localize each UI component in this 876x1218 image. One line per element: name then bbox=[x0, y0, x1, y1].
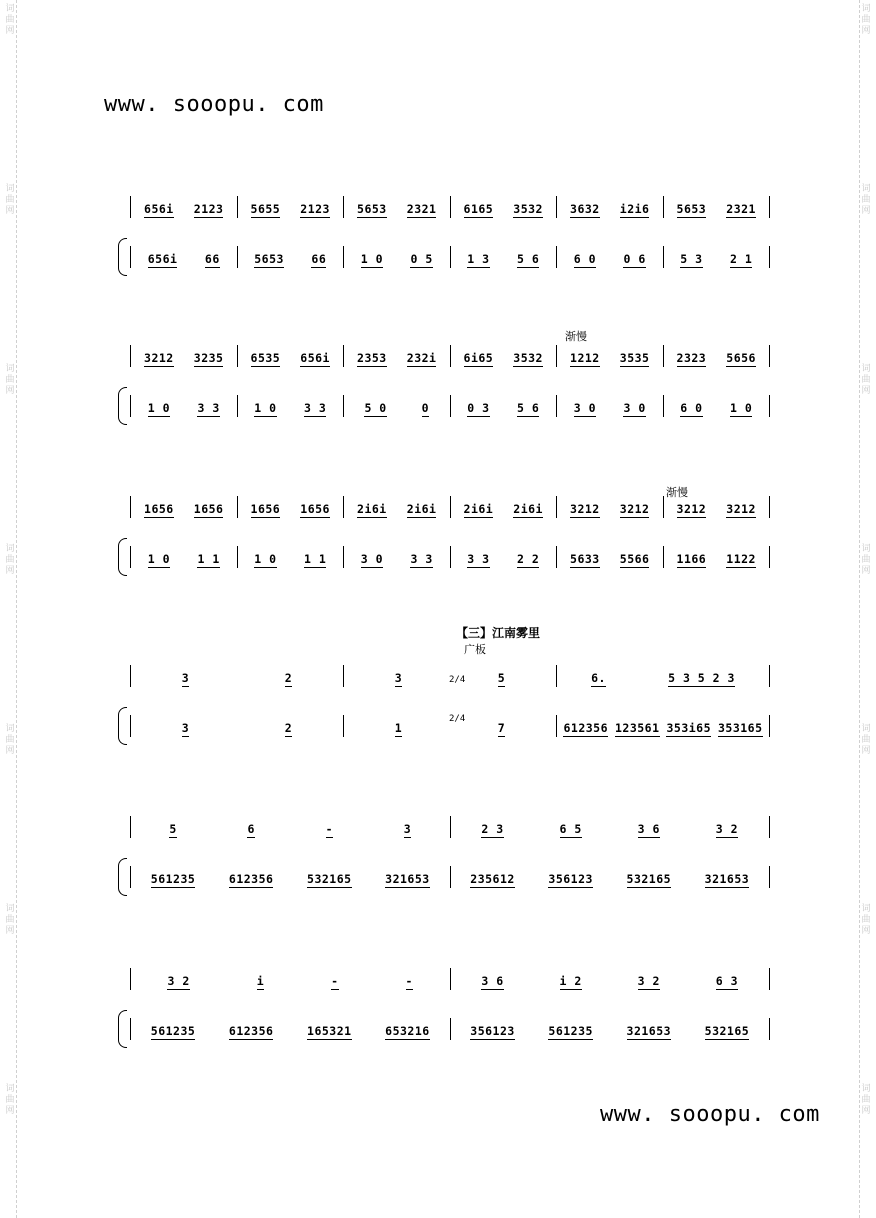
beat-notes: 3 3 bbox=[303, 401, 327, 415]
beat-notes: 123561 bbox=[614, 721, 660, 735]
beat-notes: 6. bbox=[591, 671, 606, 685]
staff-brace bbox=[118, 387, 127, 425]
beat-notes: 321653 bbox=[704, 872, 750, 886]
measure bbox=[556, 665, 770, 687]
beat-notes: 5 3 5 2 3 bbox=[668, 671, 735, 685]
beat-notes: 1122 bbox=[726, 552, 756, 566]
beat-notes: 3 0 bbox=[573, 401, 597, 415]
beat-notes: 353165 bbox=[717, 721, 763, 735]
measure bbox=[663, 196, 771, 218]
beat-notes: - bbox=[325, 822, 334, 836]
margin-watermark: 词曲网 bbox=[5, 904, 15, 936]
beat-notes: 3532 bbox=[513, 202, 543, 216]
measure bbox=[343, 246, 450, 268]
beat-notes: 3 2 bbox=[637, 974, 660, 988]
upper-staff bbox=[130, 196, 770, 218]
beat-notes: 561235 bbox=[548, 1024, 593, 1038]
lower-staff bbox=[130, 1018, 770, 1040]
lower-staff bbox=[130, 866, 770, 888]
beat-notes: 1656 bbox=[250, 502, 281, 516]
beat-notes: 2123 bbox=[193, 202, 224, 216]
beat-notes: 1 1 bbox=[197, 552, 220, 566]
beat-notes: 356123 bbox=[548, 872, 593, 886]
beat-notes: 2i6i bbox=[357, 502, 387, 516]
beat-notes: 5653 bbox=[676, 202, 707, 216]
measure bbox=[450, 866, 771, 888]
beat-notes: 1 0 bbox=[254, 552, 277, 566]
measure bbox=[556, 715, 770, 737]
beat-notes: i bbox=[256, 974, 265, 988]
beat-notes: 3 2 bbox=[167, 974, 190, 988]
measure bbox=[237, 546, 344, 568]
beat-notes: 6 0 bbox=[573, 252, 597, 266]
beat-notes: 6 5 bbox=[559, 822, 582, 836]
beat-notes: 66 bbox=[204, 252, 220, 266]
beat-notes: 3 0 bbox=[360, 552, 384, 566]
measure bbox=[663, 395, 771, 417]
beat-notes: 2321 bbox=[406, 202, 437, 216]
site-url-bottom: www. sooopu. com bbox=[600, 1102, 820, 1127]
beat-notes: 1 1 bbox=[303, 552, 327, 566]
beat-notes: 2i6i bbox=[406, 502, 437, 516]
beat-notes: 3 bbox=[403, 822, 412, 836]
beat-notes: 5633 bbox=[570, 552, 600, 566]
beat-notes: 6165 bbox=[463, 202, 494, 216]
beat-notes: 3 3 bbox=[467, 552, 490, 566]
beat-notes: 0 3 bbox=[467, 401, 490, 415]
beat-notes: 5 3 bbox=[680, 252, 703, 266]
beat-notes: 6535 bbox=[250, 351, 281, 365]
beat-notes: - bbox=[405, 974, 413, 988]
measure bbox=[343, 665, 556, 687]
measure bbox=[663, 246, 771, 268]
beat-notes: 0 bbox=[421, 401, 430, 415]
beat-notes: 3 3 bbox=[410, 552, 433, 566]
margin-watermark: 词曲网 bbox=[861, 544, 871, 576]
measure bbox=[130, 395, 237, 417]
beat-notes: 165321 bbox=[307, 1024, 352, 1038]
beat-notes: 2323 bbox=[676, 351, 707, 365]
measure bbox=[343, 345, 450, 367]
measure bbox=[663, 345, 771, 367]
tempo-annotation: 渐慢 bbox=[565, 330, 587, 343]
measure bbox=[556, 395, 663, 417]
measure bbox=[130, 345, 237, 367]
beat-notes: 2321 bbox=[726, 202, 756, 216]
left-dashed-margin bbox=[4, 0, 17, 1218]
beat-notes: 66 bbox=[311, 252, 327, 266]
beat-notes: 0 6 bbox=[623, 252, 646, 266]
measure bbox=[130, 546, 237, 568]
beat-notes: 656i bbox=[300, 351, 330, 365]
measure bbox=[450, 395, 557, 417]
measure bbox=[343, 715, 556, 737]
measure bbox=[450, 546, 557, 568]
measure bbox=[130, 196, 237, 218]
beat-notes: 1212 bbox=[570, 351, 600, 365]
tempo-marking: 广板 bbox=[464, 643, 486, 656]
beat-notes: 3 0 bbox=[623, 401, 646, 415]
measure bbox=[450, 816, 771, 838]
measure bbox=[130, 968, 450, 990]
measure bbox=[130, 246, 237, 268]
beat-notes: 6 bbox=[247, 822, 255, 836]
beat-notes: 2 1 bbox=[729, 252, 753, 266]
beat-notes: 3235 bbox=[193, 351, 224, 365]
measure bbox=[556, 496, 663, 518]
measure bbox=[343, 546, 450, 568]
beat-notes: 3 bbox=[394, 671, 403, 685]
beat-notes: 2353 bbox=[357, 351, 387, 365]
beat-notes: 0 5 bbox=[410, 252, 433, 266]
beat-notes: 3 bbox=[181, 671, 190, 685]
beat-notes: 3212 bbox=[570, 502, 600, 516]
measure bbox=[556, 546, 663, 568]
beat-notes: 656i bbox=[144, 202, 174, 216]
measure bbox=[237, 496, 344, 518]
upper-staff bbox=[130, 816, 770, 838]
beat-notes: 612356 bbox=[228, 872, 274, 886]
upper-staff bbox=[130, 665, 770, 687]
beat-notes: 3 6 bbox=[481, 974, 504, 988]
staff-brace bbox=[118, 1010, 127, 1048]
beat-notes: 5 6 bbox=[516, 401, 540, 415]
beat-notes: 3212 bbox=[619, 502, 650, 516]
beat-notes: 6 0 bbox=[680, 401, 703, 415]
beat-notes: 2123 bbox=[300, 202, 330, 216]
beat-notes: 1 0 bbox=[729, 401, 753, 415]
beat-notes: 561235 bbox=[150, 872, 196, 886]
upper-staff bbox=[130, 345, 770, 367]
margin-watermark: 词曲网 bbox=[861, 4, 871, 36]
measure bbox=[130, 816, 450, 838]
measure bbox=[237, 196, 344, 218]
measure bbox=[130, 496, 237, 518]
beat-notes: 3 3 bbox=[197, 401, 220, 415]
measure bbox=[450, 496, 557, 518]
beat-notes: 1 0 bbox=[147, 401, 171, 415]
beat-notes: 612356 bbox=[563, 721, 609, 735]
margin-watermark: 词曲网 bbox=[5, 364, 15, 396]
beat-notes: 2 3 bbox=[481, 822, 504, 836]
right-dashed-margin bbox=[859, 0, 872, 1218]
upper-staff bbox=[130, 496, 770, 518]
measure bbox=[130, 1018, 450, 1040]
time-signature: 2/4 bbox=[449, 714, 466, 724]
beat-notes: 6i65 bbox=[463, 351, 494, 365]
beat-notes: 1656 bbox=[144, 502, 174, 516]
measure bbox=[343, 496, 450, 518]
staff-brace bbox=[118, 707, 127, 745]
beat-notes: 5 0 bbox=[364, 401, 387, 415]
beat-notes: 2i6i bbox=[513, 502, 543, 516]
beat-notes: 5566 bbox=[619, 552, 650, 566]
lower-staff bbox=[130, 246, 770, 268]
beat-notes: 321653 bbox=[626, 1024, 672, 1038]
beat-notes: - bbox=[331, 974, 339, 988]
measure bbox=[343, 196, 450, 218]
beat-notes: 532165 bbox=[626, 872, 672, 886]
beat-notes: 2i6i bbox=[463, 502, 494, 516]
margin-watermark: 词曲网 bbox=[861, 364, 871, 396]
beat-notes: 2 2 bbox=[516, 552, 540, 566]
upper-staff bbox=[130, 968, 770, 990]
margin-watermark: 词曲网 bbox=[861, 1084, 871, 1116]
beat-notes: 5653 bbox=[254, 252, 284, 266]
beat-notes: 1 bbox=[394, 721, 403, 735]
margin-watermark: 词曲网 bbox=[5, 724, 15, 756]
margin-watermark: 词曲网 bbox=[5, 1084, 15, 1116]
measure bbox=[663, 546, 771, 568]
beat-notes: 532165 bbox=[307, 872, 352, 886]
beat-notes: 3632 bbox=[570, 202, 600, 216]
beat-notes: 2 bbox=[284, 721, 293, 735]
margin-watermark: 词曲网 bbox=[861, 904, 871, 936]
beat-notes: 5655 bbox=[250, 202, 281, 216]
beat-notes: 7 bbox=[497, 721, 506, 735]
staff-brace bbox=[118, 858, 127, 896]
beat-notes: 1166 bbox=[676, 552, 707, 566]
measure bbox=[556, 345, 663, 367]
beat-notes: 3212 bbox=[144, 351, 174, 365]
beat-notes: 1656 bbox=[300, 502, 330, 516]
measure bbox=[450, 246, 557, 268]
measure bbox=[450, 1018, 771, 1040]
margin-watermark: 词曲网 bbox=[5, 4, 15, 36]
measure bbox=[450, 968, 771, 990]
staff-brace bbox=[118, 238, 127, 276]
beat-notes: 5653 bbox=[357, 202, 387, 216]
measure bbox=[556, 196, 663, 218]
measure bbox=[237, 246, 344, 268]
beat-notes: 1 0 bbox=[254, 401, 277, 415]
section-title: 【三】江南雾里 bbox=[456, 626, 541, 640]
beat-notes: 232i bbox=[406, 351, 437, 365]
beat-notes: 1656 bbox=[193, 502, 224, 516]
beat-notes: 5656 bbox=[726, 351, 756, 365]
lower-staff bbox=[130, 715, 770, 737]
staff-brace bbox=[118, 538, 127, 576]
beat-notes: 5 bbox=[497, 671, 506, 685]
tempo-annotation: 渐慢 bbox=[666, 486, 688, 499]
measure bbox=[130, 715, 343, 737]
measure bbox=[130, 665, 343, 687]
beat-notes: 656i bbox=[147, 252, 178, 266]
measure bbox=[237, 395, 344, 417]
lower-staff bbox=[130, 546, 770, 568]
beat-notes: 3 bbox=[181, 721, 190, 735]
measure bbox=[663, 496, 771, 518]
margin-watermark: 词曲网 bbox=[861, 724, 871, 756]
beat-notes: 235612 bbox=[470, 872, 515, 886]
beat-notes: 612356 bbox=[228, 1024, 274, 1038]
beat-notes: i2i6 bbox=[619, 202, 650, 216]
beat-notes: 1 0 bbox=[147, 552, 171, 566]
beat-notes: 353i65 bbox=[666, 721, 712, 735]
beat-notes: 3212 bbox=[726, 502, 756, 516]
measure bbox=[450, 196, 557, 218]
beat-notes: 532165 bbox=[704, 1024, 750, 1038]
beat-notes: 3 6 bbox=[637, 822, 660, 836]
site-url-top: www. sooopu. com bbox=[104, 92, 324, 117]
measure bbox=[450, 345, 557, 367]
lower-staff bbox=[130, 395, 770, 417]
beat-notes: 1 3 bbox=[467, 252, 490, 266]
measure bbox=[556, 246, 663, 268]
beat-notes: 6 3 bbox=[715, 974, 739, 988]
beat-notes: 5 bbox=[169, 822, 177, 836]
beat-notes: 3532 bbox=[513, 351, 543, 365]
beat-notes: 3212 bbox=[676, 502, 707, 516]
beat-notes: 3 2 bbox=[715, 822, 739, 836]
margin-watermark: 词曲网 bbox=[5, 184, 15, 216]
margin-watermark: 词曲网 bbox=[861, 184, 871, 216]
beat-notes: 321653 bbox=[385, 872, 430, 886]
measure bbox=[130, 866, 450, 888]
beat-notes: 3535 bbox=[619, 351, 650, 365]
beat-notes: i 2 bbox=[559, 974, 582, 988]
measure bbox=[237, 345, 344, 367]
beat-notes: 5 6 bbox=[516, 252, 540, 266]
measure bbox=[343, 395, 450, 417]
beat-notes: 356123 bbox=[470, 1024, 515, 1038]
margin-watermark: 词曲网 bbox=[5, 544, 15, 576]
beat-notes: 2 bbox=[284, 671, 293, 685]
beat-notes: 561235 bbox=[150, 1024, 196, 1038]
beat-notes: 1 0 bbox=[360, 252, 384, 266]
time-signature: 2/4 bbox=[449, 675, 466, 685]
beat-notes: 653216 bbox=[385, 1024, 430, 1038]
